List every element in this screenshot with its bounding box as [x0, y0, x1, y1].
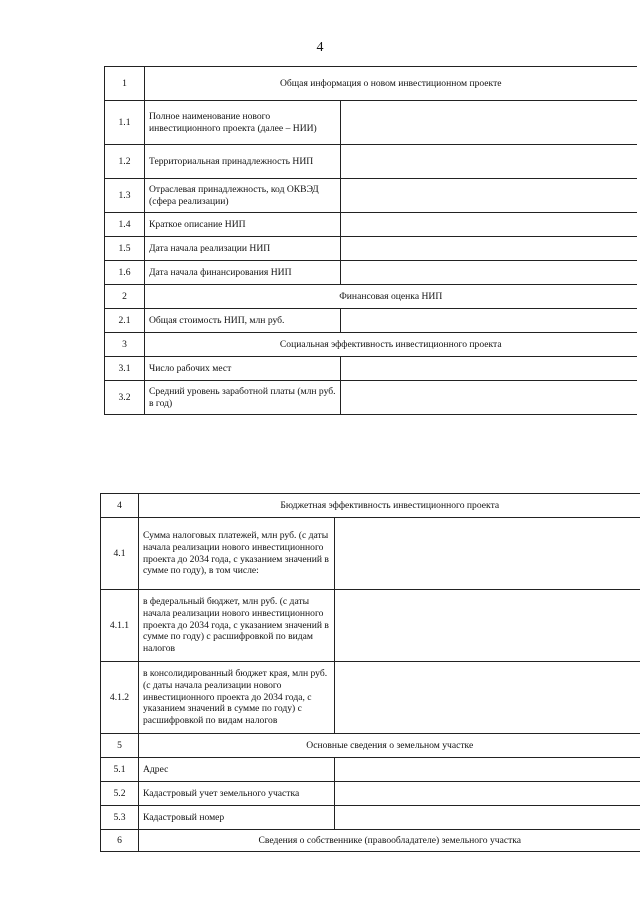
section-title: Бюджетная эффективность инвестиционного проекта [139, 494, 640, 518]
row-number: 5.1 [101, 758, 139, 782]
field-row [105, 261, 637, 285]
field-label: Кадастровый учет земельного участка [139, 782, 335, 806]
row-number: 2 [105, 285, 145, 309]
field-label: Краткое описание НИП [145, 213, 341, 237]
row-number: 1.2 [105, 145, 145, 179]
field-row [101, 518, 640, 590]
row-number: 1.1 [105, 101, 145, 145]
row-number: 1.3 [105, 179, 145, 213]
row-number: 5.2 [101, 782, 139, 806]
section-title: Сведения о собственнике (правообладателе) земельного участка [139, 830, 640, 852]
row-number: 5 [101, 734, 139, 758]
field-value-cell[interactable] [335, 662, 640, 734]
field-row [105, 145, 637, 179]
field-label: в федеральный бюджет, млн руб. (с даты начала реализации нового инвестиционного проекта до 2034 года, с указанием значений в сумме по году) с расшифровкой по видам налогов [139, 590, 335, 662]
field-value-cell[interactable] [341, 357, 637, 381]
field-label: Территориальная принадлежность НИП [145, 145, 341, 179]
row-number: 1 [105, 67, 145, 101]
field-value-cell[interactable] [341, 145, 637, 179]
field-value-cell[interactable] [341, 179, 637, 213]
row-number: 4 [101, 494, 139, 518]
field-label: Дата начала реализации НИП [145, 237, 341, 261]
row-number: 4.1.2 [101, 662, 139, 734]
field-row [105, 101, 637, 145]
field-label: Адрес [139, 758, 335, 782]
row-number: 1.4 [105, 213, 145, 237]
field-label: Общая стоимость НИП, млн руб. [145, 309, 341, 333]
field-row [101, 806, 640, 830]
field-value-cell[interactable] [341, 309, 637, 333]
field-label: Сумма налоговых платежей, млн руб. (с даты начала реализации нового инвестиционного проекта до 2034 года, с указанием значений в сумме по году), в том числе: [139, 518, 335, 590]
row-number: 4.1.1 [101, 590, 139, 662]
section-row [105, 333, 637, 357]
field-value-cell[interactable] [341, 101, 637, 145]
section-title: Социальная эффективность инвестиционного проекта [145, 333, 637, 357]
field-row [101, 662, 640, 734]
field-value-cell[interactable] [335, 518, 640, 590]
row-number: 3 [105, 333, 145, 357]
field-value-cell[interactable] [335, 758, 640, 782]
row-number: 2.1 [105, 309, 145, 333]
field-row [101, 758, 640, 782]
field-value-cell[interactable] [335, 806, 640, 830]
field-row [101, 590, 640, 662]
investment-form-table-2 [100, 493, 640, 852]
section-row [105, 67, 637, 101]
field-value-cell[interactable] [341, 237, 637, 261]
field-label: Средний уровень заработной платы (млн руб. в год) [145, 381, 341, 415]
section-row [101, 734, 640, 758]
field-label: Полное наименование нового инвестиционного проекта (далее – НИИ) [145, 101, 341, 145]
row-number: 4.1 [101, 518, 139, 590]
section-row [105, 285, 637, 309]
section-title: Основные сведения о земельном участке [139, 734, 640, 758]
field-row [105, 381, 637, 415]
field-label: Отраслевая принадлежность, код ОКВЭД (сфера реализации) [145, 179, 341, 213]
section-title: Финансовая оценка НИП [145, 285, 637, 309]
row-number: 1.5 [105, 237, 145, 261]
field-value-cell[interactable] [335, 590, 640, 662]
row-number: 3.2 [105, 381, 145, 415]
field-value-cell[interactable] [341, 261, 637, 285]
field-row [105, 213, 637, 237]
row-number: 1.6 [105, 261, 145, 285]
field-label: в консолидированный бюджет края, млн руб. (с даты начала реализации нового инвестиционного проекта до 2034 года, с указанием значений в сумме по году) с расшифровкой по видам налогов [139, 662, 335, 734]
row-number: 6 [101, 830, 139, 852]
investment-form-table-1 [104, 66, 637, 415]
section-title: Общая информация о новом инвестиционном проекте [145, 67, 637, 101]
field-row [101, 782, 640, 806]
field-value-cell[interactable] [335, 782, 640, 806]
field-row [105, 179, 637, 213]
field-row [105, 357, 637, 381]
field-value-cell[interactable] [341, 381, 637, 415]
field-label: Кадастровый номер [139, 806, 335, 830]
field-row [105, 309, 637, 333]
row-number: 5.3 [101, 806, 139, 830]
field-row [105, 237, 637, 261]
page-number: 4 [316, 40, 324, 55]
section-row [101, 830, 640, 852]
field-label: Число рабочих мест [145, 357, 341, 381]
field-value-cell[interactable] [341, 213, 637, 237]
section-row [101, 494, 640, 518]
field-label: Дата начала финансирования НИП [145, 261, 341, 285]
row-number: 3.1 [105, 357, 145, 381]
